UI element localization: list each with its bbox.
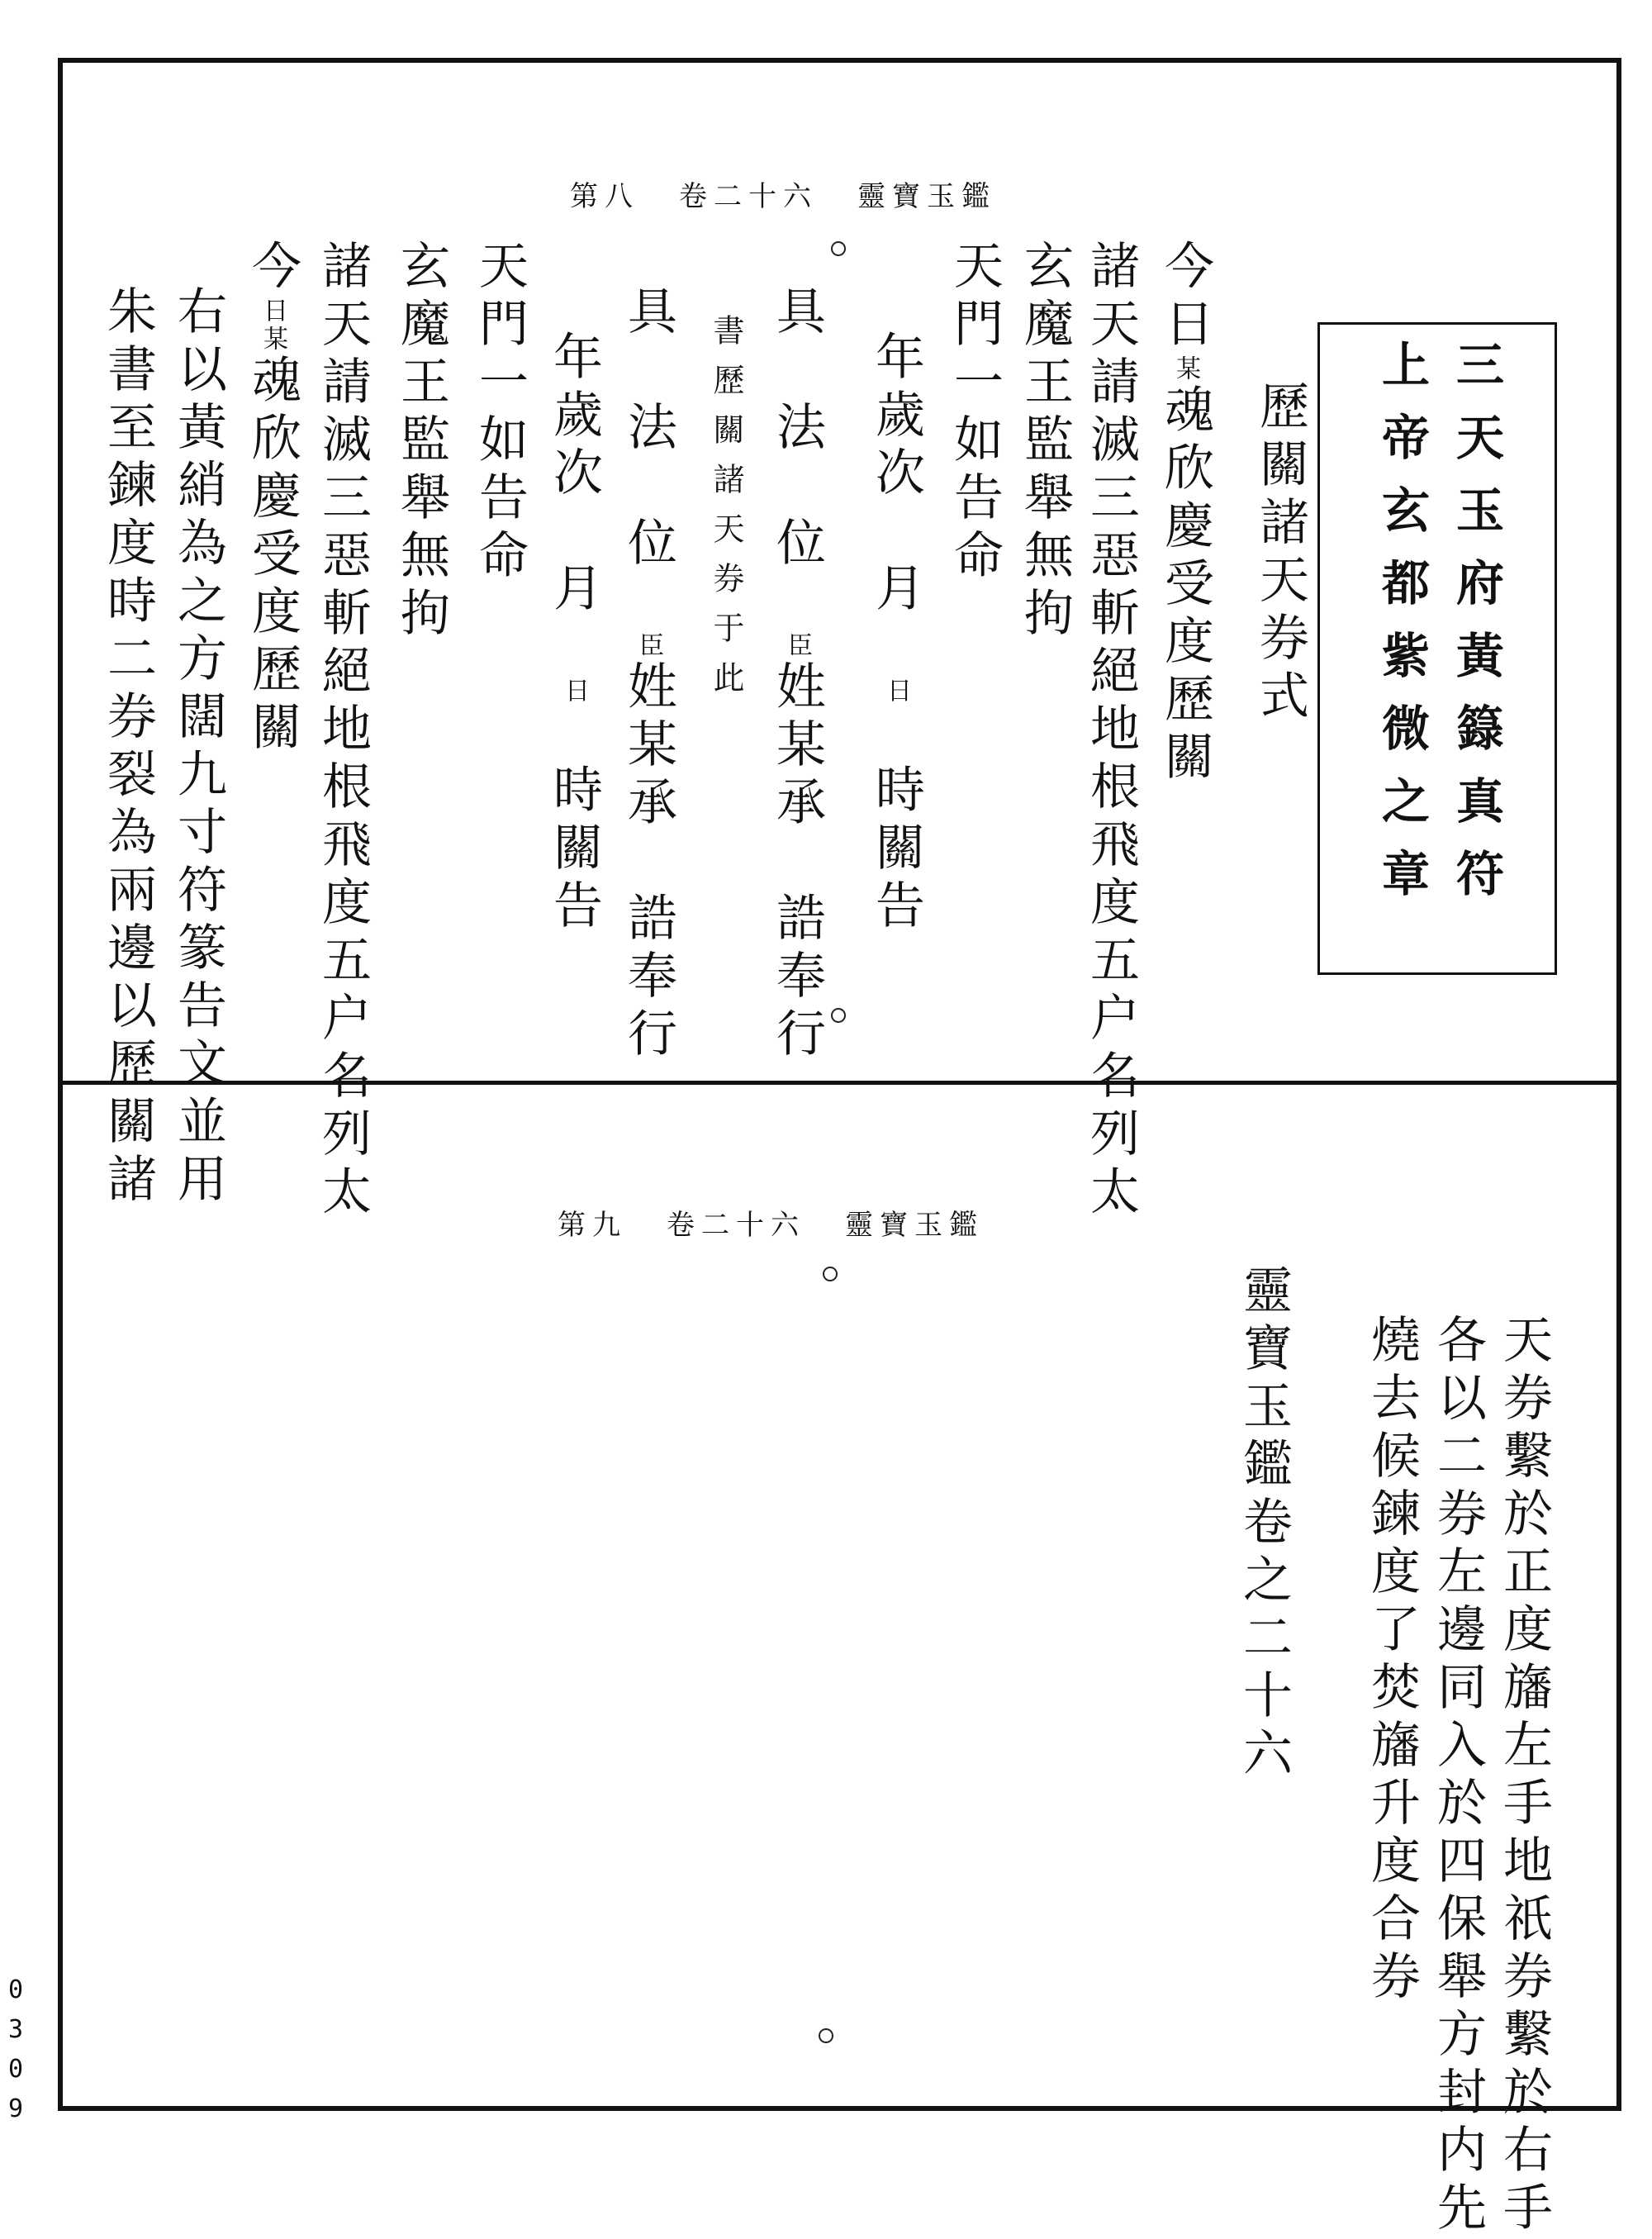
- text-column: 今日某魂欣慶受度歷關: [244, 240, 301, 758]
- section-heading: 歷關諸天券式: [1251, 380, 1309, 727]
- binding-hole: [823, 1267, 838, 1281]
- text-column: 年歲次 月 日 時關告: [545, 330, 603, 937]
- text-column: 玄魔王監舉無拘: [392, 240, 450, 644]
- binding-hole: [831, 241, 846, 256]
- lower-page-header: [558, 1202, 984, 1243]
- text-column: 今日某魂欣慶受度歷關: [1156, 240, 1214, 788]
- text-column: 諸天請滅三惡斬絕地根飛度五户名列太: [314, 240, 372, 1223]
- text-column: 右以黃綃為之方闊九寸符篆告文並用: [169, 285, 227, 1210]
- text-column: 天門一如告命: [471, 240, 529, 587]
- text-column: 朱書至鍊度時二券裂為兩邊以歷關諸: [99, 285, 157, 1210]
- seal-line: 上帝玄都紫微之章: [1374, 340, 1430, 921]
- text-column: 各以二券左邊同入於四保舉方封内先: [1429, 1314, 1487, 2239]
- binding-hole: [831, 1008, 846, 1023]
- text-column: 具 法 位 臣姓某承 誥奉行: [620, 285, 677, 1065]
- text-column: 玄魔王監舉無拘: [1016, 240, 1074, 644]
- annotation-column: 書歷關諸天券于此: [708, 314, 744, 711]
- header-volume: 卷二十六: [667, 1209, 805, 1242]
- seal-stamp: [1317, 322, 1557, 975]
- header-leaf: 第九: [558, 1209, 627, 1242]
- header-volume: 卷二十六: [679, 180, 818, 213]
- header-title: 靈寶玉鑑: [857, 180, 996, 213]
- text-column: 具 法 位 臣姓某承 誥奉行: [768, 285, 826, 1065]
- text-column: 年歲次 月 日 時關告: [867, 330, 925, 937]
- page-divider: [58, 1081, 1621, 1085]
- seal-line: 三天玉府黃籙真符: [1448, 340, 1504, 921]
- binding-hole: [819, 2028, 833, 2043]
- header-title: 靈寶玉鑑: [845, 1209, 984, 1242]
- text-column: 燒去候鍊度了焚旛升度合券: [1363, 1314, 1421, 2008]
- volume-closing-title: 靈寶玉鑑卷之二十六: [1235, 1264, 1293, 1785]
- page-number: 0309: [7, 1975, 24, 2123]
- header-leaf: 第八: [570, 180, 639, 213]
- text-column: 諸天請滅三惡斬絕地根飛度五户名列太: [1082, 240, 1140, 1223]
- text-column: 天門一如告命: [946, 240, 1004, 587]
- upper-page-header: [570, 174, 996, 214]
- text-column: 天券繫於正度旛左手地祇券繫於右手: [1495, 1314, 1553, 2239]
